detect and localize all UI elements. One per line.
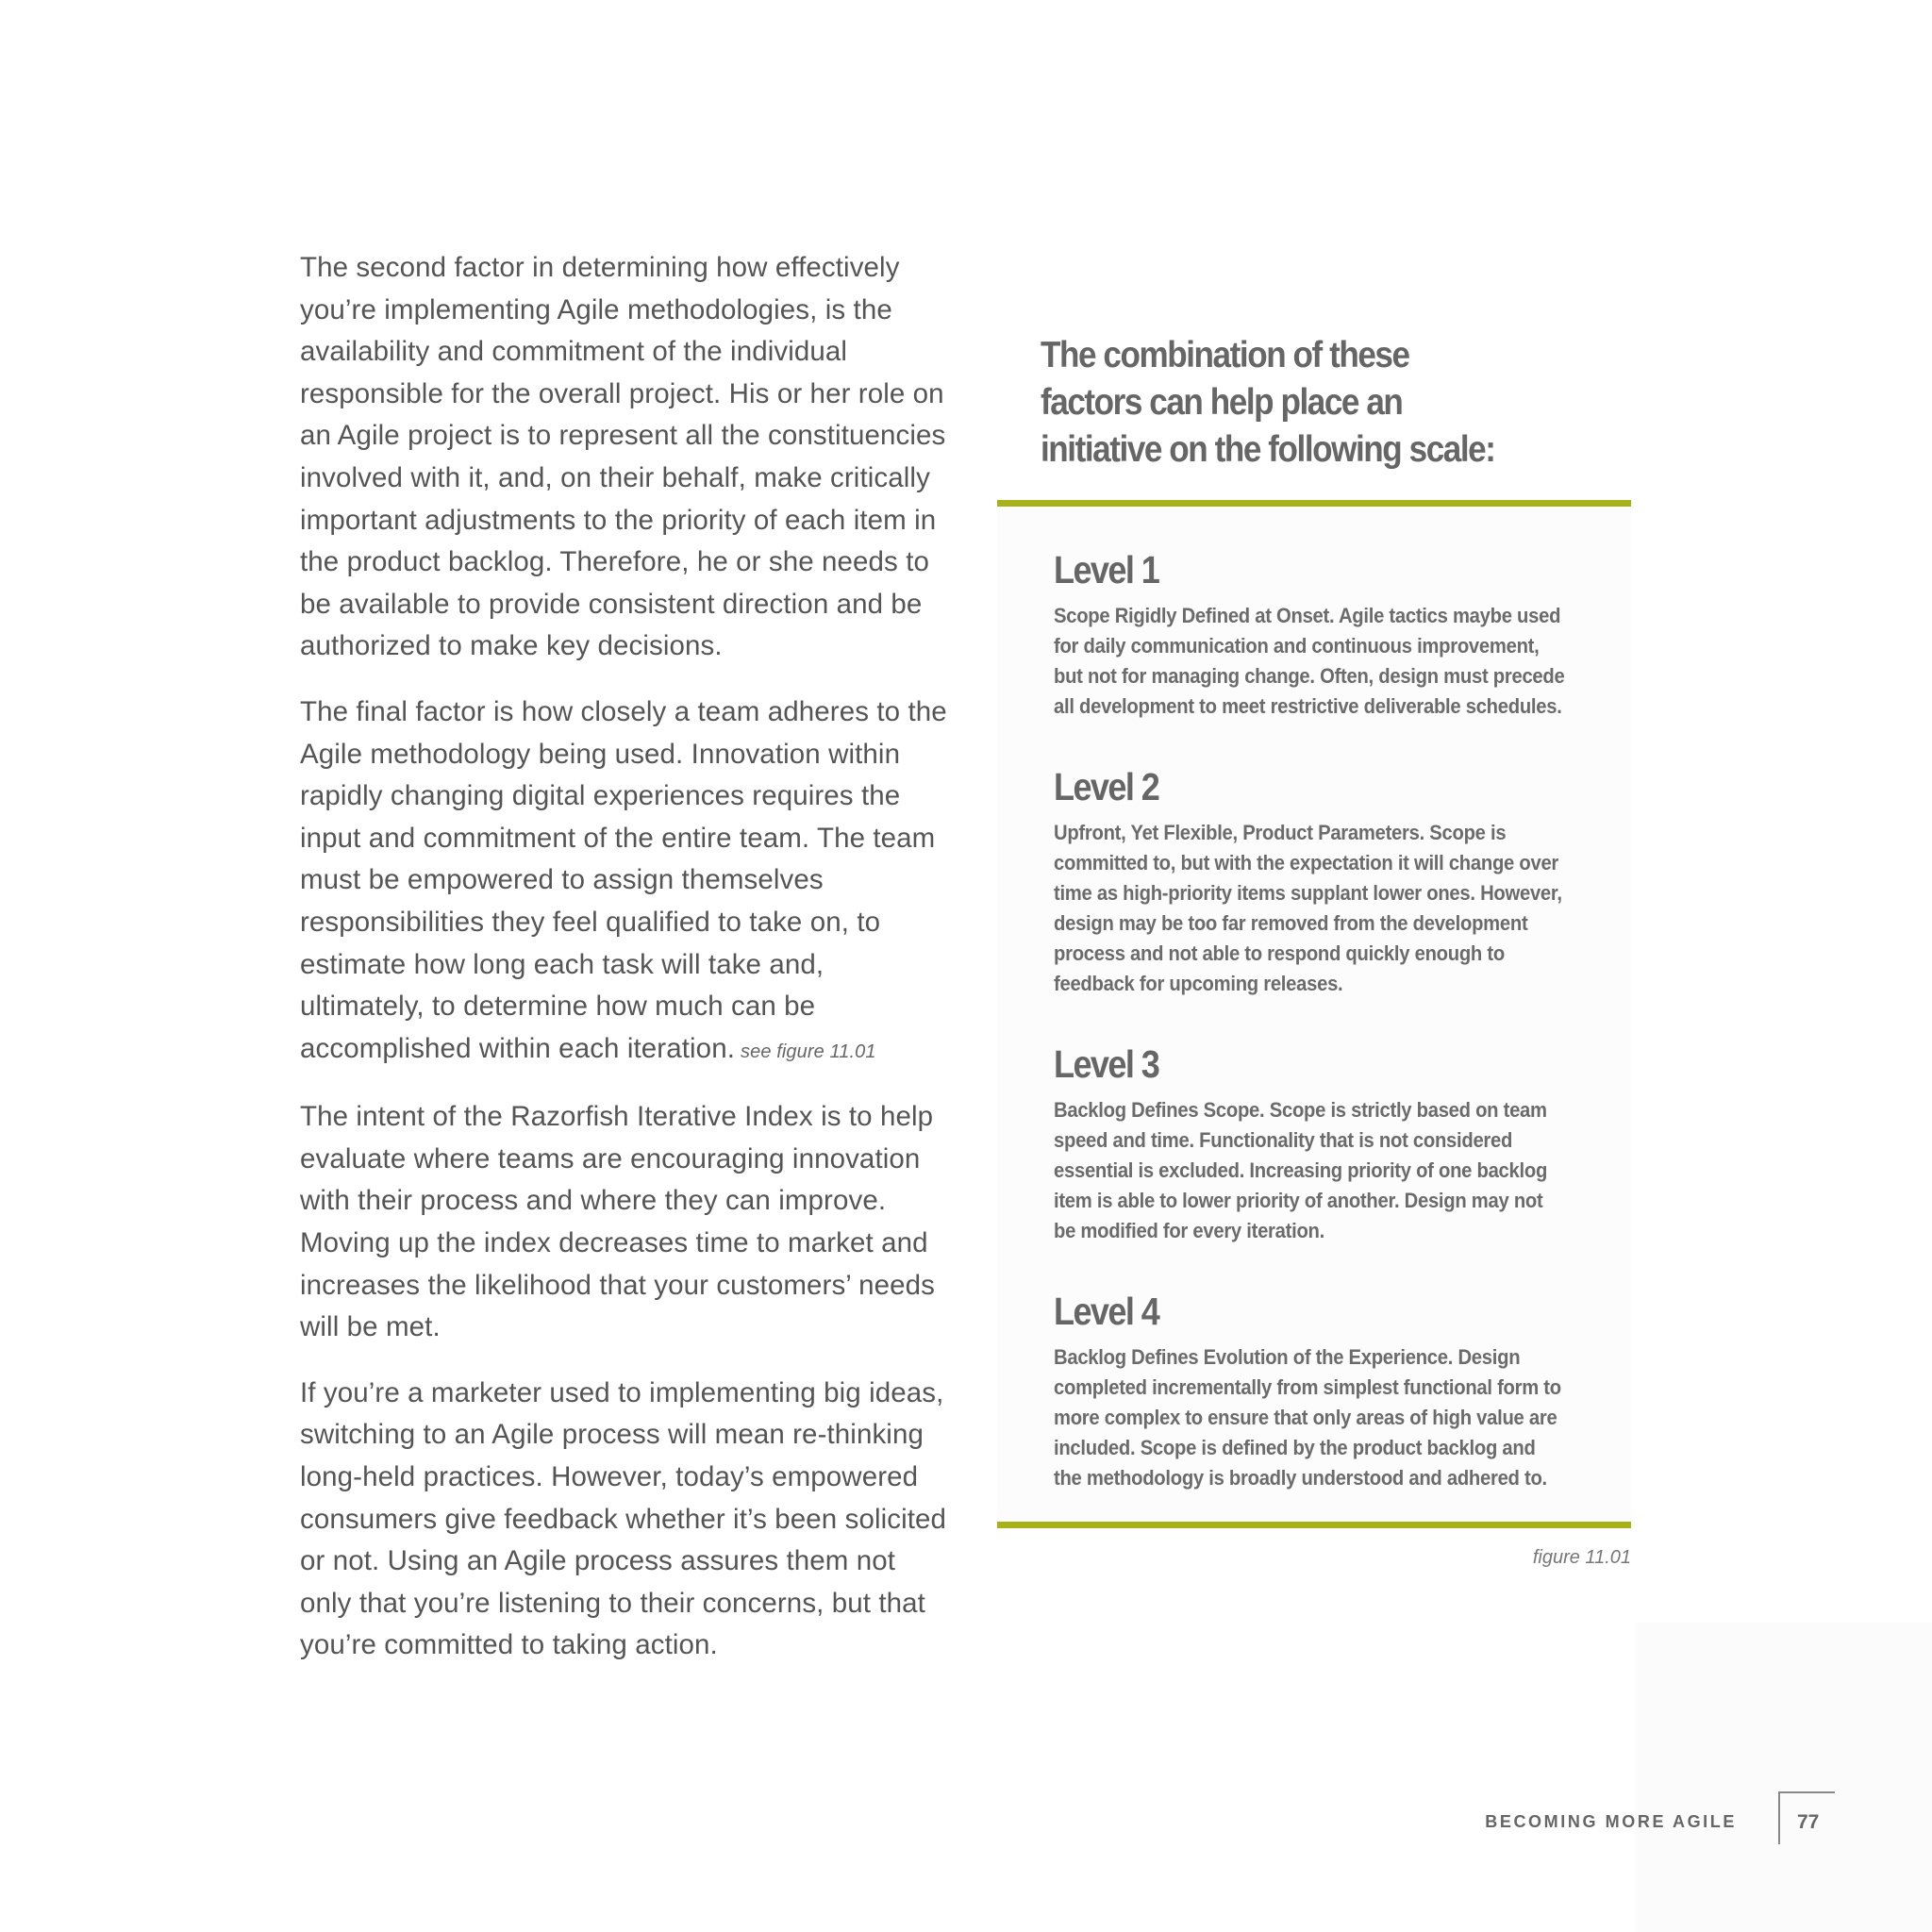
level-title: Level 2: [1054, 765, 1159, 808]
body-paragraph-3: The intent of the Razorfish Iterative Index is to help evaluate where teams are encouraging innovation with their process and where they can improve. Moving up the index decreases time to market and increases the likelihood that your customers’ needs will be met.: [300, 1101, 936, 1343]
level-item: [1054, 1042, 1631, 1246]
body-paragraph-4: If you’re a marketer used to implementing big ideas, switching to an Agile process will mean re-thinking long-held practices. However, today’s empowered consumers give feedback whether it’s been solicited or not. Using an Agile process assures them not only that you’re listening to their concerns, but that you’re committed to taking action.: [300, 1376, 947, 1661]
page-footer: [1485, 1790, 1868, 1846]
levels-list: [997, 507, 1631, 1522]
page-edge-shade: [1635, 1623, 1932, 1932]
figure-caption: figure 11.01: [1532, 1547, 1631, 1568]
figure-sidebar: [997, 332, 1631, 1569]
body-paragraph-2-text: The final factor is how closely a team adheres to the Agile methodology being used. Innovation within rapidly changing digital experiences requires the input and commitment of the entire team. The team must be empowered to assign themselves responsibilities they feel qualified to take on, to estimate how long each task will take and, ultimately, to determine how much can be accomplished within each iteration.: [300, 695, 947, 1064]
level-item: [1054, 548, 1631, 722]
level-item: [1054, 765, 1631, 999]
level-description: Backlog Defines Evolution of the Experience. Design completed incrementally from simplest functional form to more complex to ensure that only areas of high value are included. Scope is defined by the product backlog and the methodology is broadly understood and adhered to.: [1054, 1345, 1561, 1490]
level-description: Scope Rigidly Defined at Onset. Agile tactics maybe used for daily communication and continuous improvement, but not for managing change. Often, design must precede all development to meet restrictive deliverable schedules.: [1054, 604, 1565, 718]
level-title: Level 4: [1054, 1290, 1159, 1333]
level-description: Backlog Defines Scope. Scope is strictly based on team speed and time. Functionality that is not considered essential is excluded. Increasing priority of one backlog item is able to lower priority of another. Design may not be modified for every iteration.: [1054, 1098, 1548, 1242]
level-item: [1054, 1290, 1631, 1493]
body-paragraph-2: [300, 691, 951, 1073]
accent-rule-bottom: [997, 1522, 1631, 1528]
accent-rule-top: [997, 500, 1631, 507]
running-head: BECOMING MORE AGILE: [1485, 1812, 1737, 1831]
page-number-box: [1778, 1791, 1835, 1844]
body-paragraph-1: The second factor in determining how effectively you’re implementing Agile methodologies, is the availability and commitment of the individual responsible for the overall project. His or her role on an Agile project is to represent all the constituencies involved with it, and, on their behalf, make critically important adjustments to the priority of each item in the product backlog. Therefore, he or she needs to be available to provide consistent direction and be authorized to make key decisions.: [300, 252, 946, 662]
level-title: Level 1: [1054, 548, 1159, 591]
body-text-column: [300, 247, 951, 1690]
level-description: Upfront, Yet Flexible, Product Parameters. Scope is committed to, but with the expectation it will change over time as high-priority items supplant lower ones. However, design may be too far removed from the development process and not able to respond quickly enough to feedback for upcoming releases.: [1054, 821, 1562, 995]
page-number: 77: [1797, 1811, 1820, 1833]
level-title: Level 3: [1054, 1042, 1159, 1086]
sidebar-heading: The combination of these factors can help place an initiative on the following scale:: [1041, 335, 1495, 470]
figure-reference: see figure 11.01: [741, 1041, 876, 1062]
